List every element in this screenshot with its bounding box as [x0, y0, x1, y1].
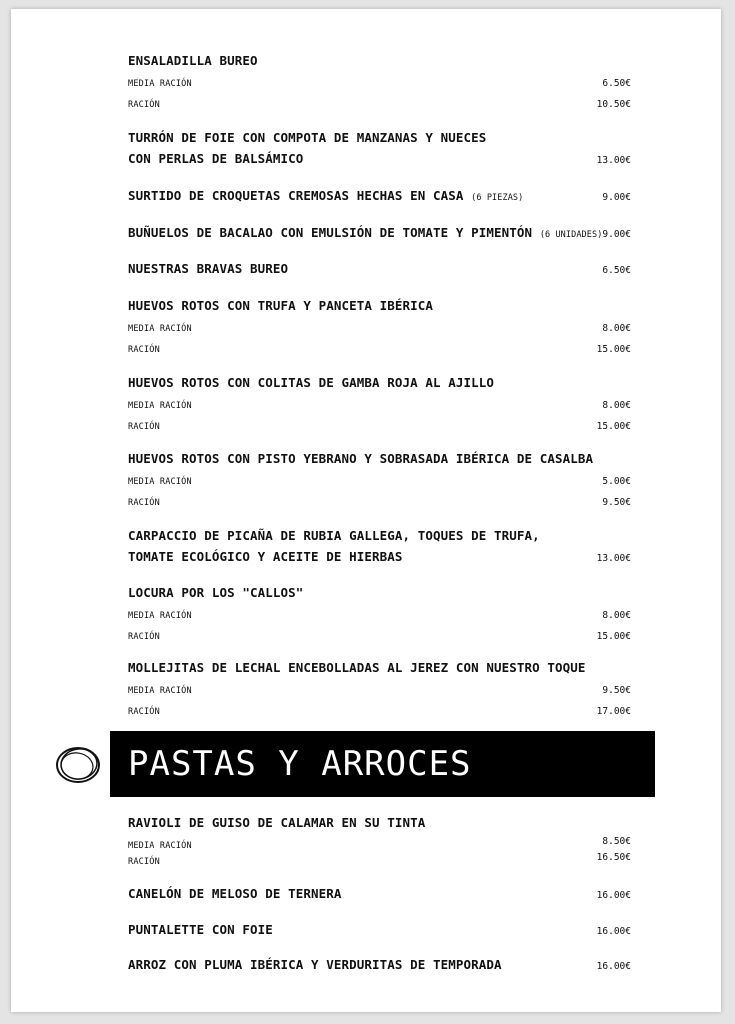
price: 16.00€ [596, 926, 631, 937]
price: 10.50€ [596, 99, 631, 110]
section-header [110, 731, 655, 797]
price: 16.00€ [596, 890, 631, 901]
dish-name: LOCURA POR LOS "CALLOS" [128, 585, 304, 600]
dish-name: CANELÓN DE MELOSO DE TERNERA [128, 886, 342, 901]
price: 9.00€ [602, 229, 631, 240]
dish-name-line: TURRÓN DE FOIE CON COMPOTA DE MANZANAS Y NUECES [128, 130, 487, 145]
menu-item [128, 919, 631, 940]
price-row [128, 71, 631, 92]
price: 9.50€ [602, 685, 631, 696]
price: 15.00€ [596, 344, 631, 355]
menu-item [128, 127, 631, 169]
price: 15.00€ [596, 421, 631, 432]
portion-label: RACIÓN [128, 498, 160, 508]
menu-item [128, 954, 631, 975]
menu-item [128, 372, 631, 435]
dish-name: ARROZ CON PLUMA IBÉRICA Y VERDURITAS DE TEMPORADA [128, 957, 502, 972]
portion-label: RACIÓN [128, 857, 160, 867]
menu-item [128, 185, 631, 206]
price-row [128, 678, 631, 699]
dish-name: SURTIDO DE CROQUETAS CREMOSAS HECHAS EN CASA (6 PIEZAS) [128, 188, 524, 203]
menu-item [128, 812, 631, 865]
price-row [128, 849, 631, 865]
dish-name-line: CARPACCIO DE PICAÑA DE RUBIA GALLEGA, TOQUES DE TRUFA, [128, 528, 540, 543]
price-row [128, 954, 631, 975]
dish-name: NUESTRAS BRAVAS BUREO [128, 261, 289, 276]
dish-name-line: TOMATE ECOLÓGICO Y ACEITE DE HIERBAS [128, 549, 403, 564]
dish-note: (6 PIEZAS) [471, 193, 524, 203]
price: 8.00€ [602, 610, 631, 621]
dish-name: MOLLEJITAS DE LECHAL ENCEBOLLADAS AL JEREZ CON NUESTRO TOQUE [128, 660, 586, 675]
price: 9.50€ [602, 497, 631, 508]
price-row [128, 833, 631, 849]
dish-name: ENSALADILLA BUREO [128, 53, 258, 68]
dish-name: HUEVOS ROTOS CON PISTO YEBRANO Y SOBRASADA IBÉRICA DE CASALBA [128, 451, 594, 466]
menu-page [11, 9, 721, 1012]
price: 16.50€ [596, 852, 631, 863]
menu-item [128, 883, 631, 904]
menu-item [128, 657, 631, 720]
price-row [128, 699, 631, 720]
portion-label: RACIÓN [128, 345, 160, 355]
portion-label: RACIÓN [128, 100, 160, 110]
price: 8.00€ [602, 323, 631, 334]
section-title: PASTAS Y ARROCES [128, 744, 472, 784]
price: 5.00€ [602, 476, 631, 487]
price-row [128, 624, 631, 645]
price: 6.50€ [602, 78, 631, 89]
price-row [128, 883, 631, 904]
dish-name: BUÑUELOS DE BACALAO CON EMULSIÓN DE TOMATE Y PIMENTÓN (6 UNIDADES) [128, 225, 603, 240]
price: 17.00€ [596, 706, 631, 717]
scribble-circle-icon [53, 742, 105, 788]
price: 13.00€ [596, 553, 631, 564]
dish-name-line: CON PERLAS DE BALSÁMICO [128, 151, 304, 166]
menu-item [128, 50, 631, 113]
price: 15.00€ [596, 631, 631, 642]
price: 8.50€ [602, 836, 631, 847]
portion-label: RACIÓN [128, 422, 160, 432]
price-row [128, 222, 631, 243]
menu-item [128, 525, 631, 567]
portion-label: RACIÓN [128, 707, 160, 717]
price: 8.00€ [602, 400, 631, 411]
dish-name: HUEVOS ROTOS CON TRUFA Y PANCETA IBÉRICA [128, 298, 434, 313]
price: 16.00€ [596, 961, 631, 972]
portion-label: RACIÓN [128, 632, 160, 642]
price: 13.00€ [596, 155, 631, 166]
portion-label: MEDIA RACIÓN [128, 79, 192, 89]
price-row [128, 919, 631, 940]
price-row [128, 258, 631, 279]
portion-label: MEDIA RACIÓN [128, 324, 192, 334]
menu-item [128, 448, 631, 511]
price-row [128, 316, 631, 337]
portion-label: MEDIA RACIÓN [128, 401, 192, 411]
price-row [128, 414, 631, 435]
price-row [128, 603, 631, 624]
price: 6.50€ [602, 265, 631, 276]
menu-item [128, 222, 631, 243]
portion-label: MEDIA RACIÓN [128, 686, 192, 696]
price-row [128, 337, 631, 358]
price-row [128, 148, 631, 169]
portion-label: MEDIA RACIÓN [128, 841, 192, 851]
portion-label: MEDIA RACIÓN [128, 477, 192, 487]
portion-label: MEDIA RACIÓN [128, 611, 192, 621]
dish-name: HUEVOS ROTOS CON COLITAS DE GAMBA ROJA AL AJILLO [128, 375, 495, 390]
price-row [128, 546, 631, 567]
dish-note: (6 UNIDADES) [539, 230, 603, 240]
menu-item [128, 582, 631, 645]
price-row [128, 393, 631, 414]
dish-name: PUNTALETTE CON FOIE [128, 922, 273, 937]
price: 9.00€ [602, 192, 631, 203]
menu-item [128, 295, 631, 358]
menu-item [128, 258, 631, 279]
price-row [128, 92, 631, 113]
price-row [128, 490, 631, 511]
price-row [128, 185, 631, 206]
price-row [128, 469, 631, 490]
dish-name: RAVIOLI DE GUISO DE CALAMAR EN SU TINTA [128, 815, 426, 830]
